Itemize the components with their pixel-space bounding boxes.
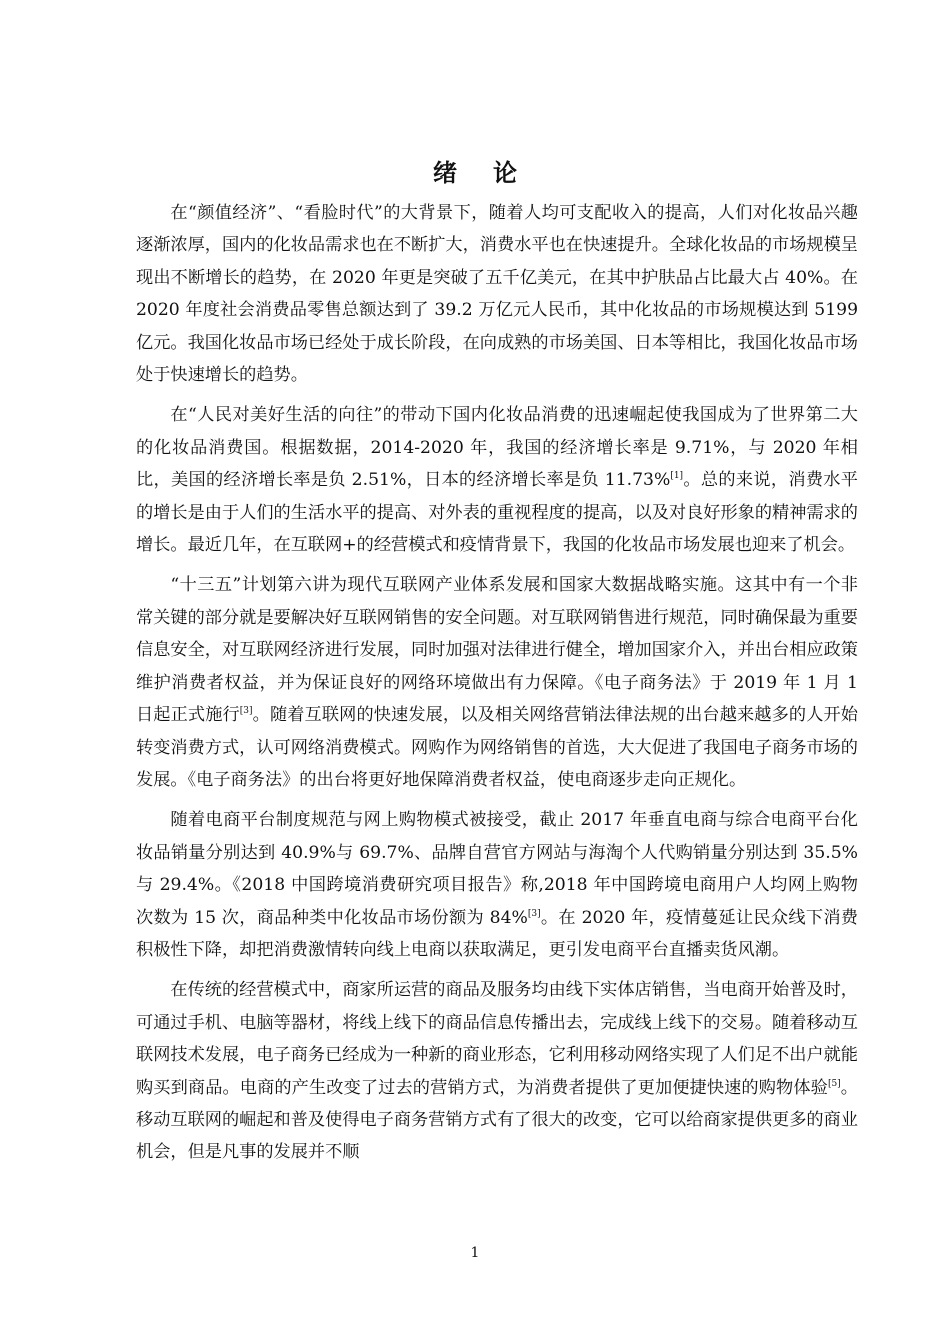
citation-marker: [3]: [239, 706, 253, 717]
paragraph: [136, 804, 858, 966]
paragraph-text: 。总的来说，消费水平的增长是由于人们的生活水平的提高、对外表的重视程度的提高，以及对良好形象的精神需求的增长。最近几年，在互联网+的经营模式和疫情背景下，我国的化妆品市场发展也迎来了机会。: [136, 470, 858, 556]
paragraph: [136, 569, 858, 796]
paragraph-text: 。移动互联网的崛起和普及使得电子商务营销方式有了很大的改变，它可以给商家提供更多的商业机会，但是凡事的发展并不顺: [136, 1077, 858, 1163]
body-text: [136, 197, 858, 1169]
page-number: 1: [470, 1245, 480, 1261]
paragraph-text: 。在 2020 年，疫情蔓延让民众线下消费积极性下降，却把消费激情转向线上电商以获取满足，更引发电商平台直播卖货风潮。: [136, 907, 858, 960]
paragraph-text: 在“人民对美好生活的向往”的带动下国内化妆品消费的迅速崛起使我国成为了世界第二大的化妆品消费国。根据数据，2014-2020 年，我国的经济增长率是 9.71%，与 2020 年相比，美国的经济增长率是负 2.51%，日本的经济增长率是负 11.73%: [136, 405, 858, 491]
citation-marker: [1]: [670, 471, 684, 482]
page-title: 绪论: [433, 158, 553, 188]
paragraph-text: 在“颜值经济”、“看脸时代”的大背景下，随着人均可支配收入的提高，人们对化妆品兴趣逐渐浓厚，国内的化妆品需求也在不断扩大，消费水平也在快速提升。全球化妆品的市场规模呈现出不断增长的趋势，在 2020 年更是突破了五千亿美元，在其中护肤品占比最大占 40%。在 2020 年度社会消费品零售总额达到了 39.2 万亿元人民币，其中化妆品的市场规模达到 5199 亿元。我国化妆品市场已经处于成长阶段，在向成熟的市场美国、日本等相比，我国化妆品市场处于快速增长的趋势。: [136, 203, 858, 386]
paragraph-text: 。随着互联网的快速发展，以及相关网络营销法律法规的出台越来越多的人开始转变消费方式，认可网络消费模式。网购作为网络销售的首选，大大促进了我国电子商务市场的发展。《电子商务法》的出台将更好地保障消费者权益，使电商逐步走向正规化。: [136, 705, 858, 790]
paragraph: [136, 974, 858, 1168]
paragraph-text: 在传统的经营模式中，商家所运营的商品及服务均由线下实体店销售，当电商开始普及时，可通过手机、电脑等器材，将线上线下的商品信息传播出去，完成线上线下的交易。随着移动互联网技术发展，电子商务已经成为一种新的商业形态，它利用移动网络实现了人们足不出户就能购买到商品。电商的产生改变了过去的营销方式，为消费者提供了更加便捷快速的购物体验: [136, 980, 858, 1098]
paragraph-text: 随着电商平台制度规范与网上购物模式被接受，截止 2017 年垂直电商与综合电商平台化妆品销量分别达到 40.9%与 69.7%、品牌自营官方网站与海淘个人代购销量分别达到 35.5%与 29.4%。《2018 中国跨境消费研究项目报告》称,2018 年中国跨境电商用户人均网上购物次数为 15 次，商品种类中化妆品市场份额为 84%: [136, 810, 858, 928]
paragraph: [136, 197, 858, 391]
paragraph: [136, 399, 858, 561]
citation-marker: [3]: [527, 908, 541, 919]
paragraph-text: “十三五”计划第六讲为现代互联网产业体系发展和国家大数据战略实施。这其中有一个非常关键的部分就是要解决好互联网销售的安全问题。对互联网销售进行规范，同时确保最为重要信息安全，对互联网经济进行发展，同时加强对法律进行健全，增加国家介入，并出台相应政策维护消费者权益，并为保证良好的网络环境做出有力保障。《电子商务法》于 2019 年 1 月 1 日起正式施行: [136, 575, 858, 726]
citation-marker: [5]: [827, 1078, 841, 1089]
